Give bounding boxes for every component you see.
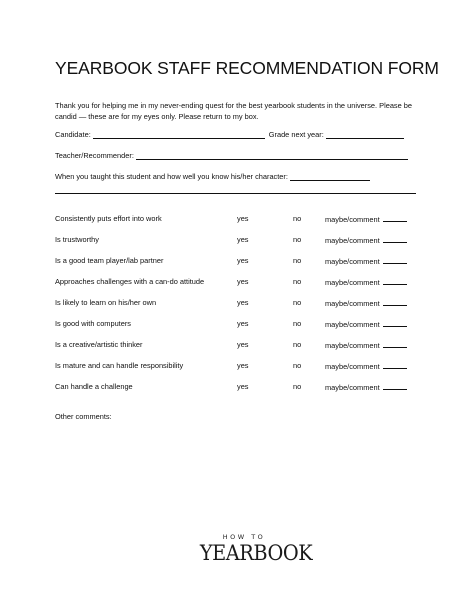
teacher-row — [55, 151, 408, 160]
maybe-comment-label: maybe/comment — [325, 341, 380, 350]
criteria-list — [55, 210, 420, 399]
maybe-comment-label: maybe/comment — [325, 257, 380, 266]
yes-option[interactable]: yes — [237, 256, 249, 265]
criteria-row — [55, 231, 420, 252]
maybe-comment-label: maybe/comment — [325, 236, 380, 245]
how-to-yearbook-logo — [196, 533, 313, 565]
criteria-row — [55, 336, 420, 357]
maybe-comment-option[interactable] — [325, 319, 407, 329]
comment-blank[interactable] — [383, 277, 407, 285]
maybe-comment-option[interactable] — [325, 340, 407, 350]
teacher-label: Teacher/Recommender: — [55, 151, 134, 160]
maybe-comment-option[interactable] — [325, 256, 407, 266]
comment-blank[interactable] — [383, 340, 407, 348]
logo-big-text: YEARBOOK — [199, 541, 313, 565]
comment-blank[interactable] — [383, 382, 407, 390]
criteria-row — [55, 357, 420, 378]
character-field[interactable] — [290, 172, 370, 181]
criteria-row — [55, 273, 420, 294]
no-option[interactable]: no — [293, 340, 302, 349]
criteria-row — [55, 294, 420, 315]
yes-option[interactable]: yes — [237, 361, 249, 370]
yes-option[interactable]: yes — [237, 340, 249, 349]
yes-option[interactable]: yes — [237, 277, 249, 286]
no-option[interactable]: no — [293, 256, 302, 265]
no-option[interactable]: no — [293, 277, 302, 286]
logo-small-text: HOW TO — [222, 533, 266, 541]
criteria-label: Approaches challenges with a can-do attitude — [55, 277, 205, 286]
form-title: YEARBOOK STAFF RECOMMENDATION FORM — [55, 58, 439, 78]
no-option[interactable]: no — [293, 214, 302, 223]
maybe-comment-label: maybe/comment — [325, 215, 380, 224]
criteria-row — [55, 378, 420, 399]
criteria-label: Is good with computers — [55, 319, 131, 328]
maybe-comment-option[interactable] — [325, 277, 407, 287]
criteria-label: Can handle a challenge — [55, 382, 133, 391]
comment-blank[interactable] — [383, 235, 407, 243]
maybe-comment-label: maybe/comment — [325, 299, 380, 308]
criteria-label: Consistently puts effort into work — [55, 214, 162, 223]
maybe-comment-label: maybe/comment — [325, 278, 380, 287]
grade-label: Grade next year: — [268, 130, 324, 139]
comment-blank[interactable] — [383, 256, 407, 264]
intro-text: Thank you for helping me in my never-ending quest for the best yearbook students in the universe. Please be candid — these are for my eyes only. Please return to my box. — [55, 101, 413, 121]
comment-blank[interactable] — [383, 214, 407, 222]
comment-blank[interactable] — [383, 361, 407, 369]
criteria-row — [55, 210, 420, 231]
maybe-comment-option[interactable] — [325, 382, 407, 392]
no-option[interactable]: no — [293, 319, 302, 328]
yes-option[interactable]: yes — [237, 298, 249, 307]
criteria-label: Is a creative/artistic thinker — [55, 340, 143, 349]
grade-field[interactable] — [326, 130, 404, 139]
maybe-comment-option[interactable] — [325, 214, 407, 224]
maybe-comment-option[interactable] — [325, 361, 407, 371]
no-option[interactable]: no — [293, 235, 302, 244]
maybe-comment-label: maybe/comment — [325, 320, 380, 329]
yes-option[interactable]: yes — [237, 382, 249, 391]
no-option[interactable]: no — [293, 361, 302, 370]
yes-option[interactable]: yes — [237, 214, 249, 223]
candidate-field[interactable] — [93, 130, 265, 139]
criteria-row — [55, 315, 420, 336]
character-field-line-2[interactable] — [55, 193, 416, 194]
candidate-label: Candidate: — [55, 130, 91, 139]
comment-blank[interactable] — [383, 298, 407, 306]
comment-blank[interactable] — [383, 319, 407, 327]
yes-option[interactable]: yes — [237, 235, 249, 244]
criteria-label: Is a good team player/lab partner — [55, 256, 164, 265]
criteria-label: Is mature and can handle responsibility — [55, 361, 184, 370]
teacher-field[interactable] — [136, 151, 408, 160]
maybe-comment-option[interactable] — [325, 298, 407, 308]
character-label: When you taught this student and how well you know his/her character: — [55, 172, 288, 181]
yes-option[interactable]: yes — [237, 319, 249, 328]
criteria-label: Is trustworthy — [55, 235, 99, 244]
character-row — [55, 172, 370, 181]
no-option[interactable]: no — [293, 382, 302, 391]
criteria-label: Is likely to learn on his/her own — [55, 298, 157, 307]
maybe-comment-option[interactable] — [325, 235, 407, 245]
other-comments-label: Other comments: — [55, 412, 112, 421]
criteria-row — [55, 252, 420, 273]
maybe-comment-label: maybe/comment — [325, 383, 380, 392]
maybe-comment-label: maybe/comment — [325, 362, 380, 371]
no-option[interactable]: no — [293, 298, 302, 307]
candidate-row — [55, 130, 404, 139]
